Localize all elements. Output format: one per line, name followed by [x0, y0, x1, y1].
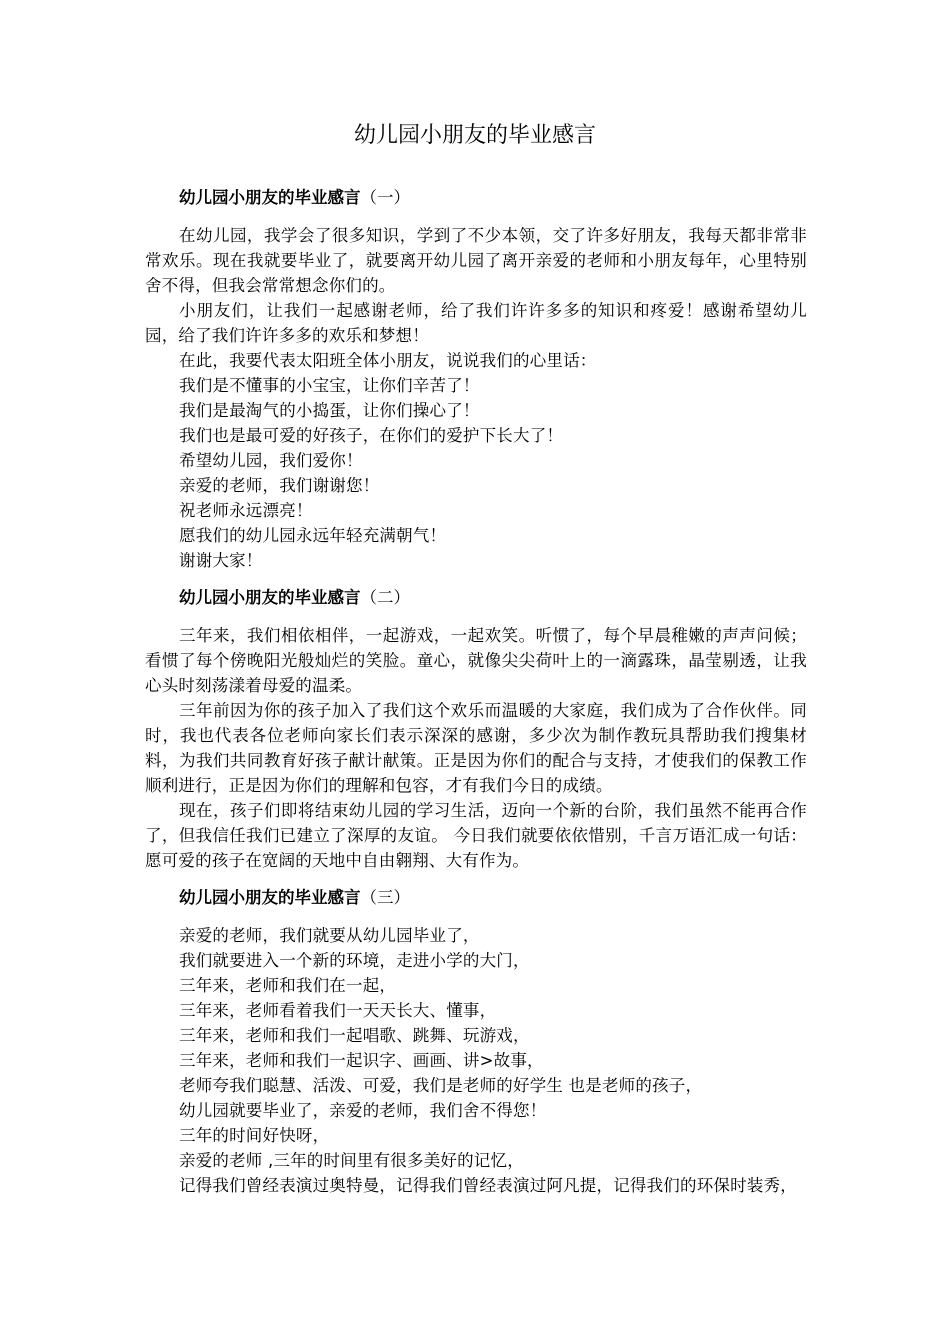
section-heading — [145, 185, 807, 210]
paragraph: 三年来，老师和我们一起唱歌、跳舞、玩游戏， — [179, 1026, 530, 1045]
section-2 — [145, 585, 807, 873]
section-heading-text: 幼儿园小朋友的毕业感言 — [179, 188, 361, 207]
section-heading-number: （二） — [360, 588, 410, 607]
paragraph: 老师夸我们聪慧、活泼、可爱，我们是老师的好学生 也是老师的孩子， — [179, 1076, 703, 1095]
paragraph: 三年来，老师和我们在一起， — [179, 976, 397, 995]
section-heading-number: （三） — [360, 888, 410, 907]
section-1 — [145, 185, 807, 573]
paragraph: 三年前因为你的孩子加入了我们这个欢乐而温暖的大家庭，我们成为了合作伙伴。同时，我也代表各位老师向家长们表示深深的感谢，多少次为制作教玩具帮助我们搜集材料，为我们共同教育好孩子献计献策。正是因为你们的配合与支持，才使我们的保教工作顺利进行，正是因为你们的理解和包容，才有我们今日的成绩。 — [145, 701, 807, 795]
document-body — [145, 185, 807, 1210]
paragraph: 我们就要进入一个新的环境，走进小学的大门， — [179, 951, 530, 970]
section-heading-text: 幼儿园小朋友的毕业感言 — [179, 588, 361, 607]
paragraph: 三年来，老师和我们一起识字、画画、讲>故事， — [179, 1051, 544, 1070]
paragraph: 三年来，老师看着我们一天天长大、懂事， — [179, 1001, 497, 1020]
paragraph: 亲爱的老师 ,三年的时间里有很多美好的记忆， — [179, 1151, 524, 1170]
paragraph: 我们是不懂事的小宝宝，让你们辛苦了！ — [179, 376, 480, 395]
paragraph: 祝老师永远漂亮！ — [179, 501, 313, 520]
paragraph: 幼儿园就要毕业了，亲爱的老师，我们舍不得您！ — [179, 1101, 547, 1120]
paragraph: 现在，孩子们即将结束幼儿园的学习生活，迈向一个新的台阶，我们虽然不能再合作了，但我信任我们已建立了深厚的友谊。 今日我们就要依依惜别，千言万语汇成一句话：愿可爱的孩子在宽阔的天地中自由翱翔、大有作为。 — [145, 801, 807, 870]
paragraph: 希望幼儿园，我们爱你！ — [179, 451, 363, 470]
section-3 — [145, 885, 807, 1198]
section-heading — [145, 885, 807, 910]
paragraph: 愿我们的幼儿园永远年轻充满朝气！ — [179, 526, 447, 545]
section-heading — [145, 585, 807, 610]
paragraph: 小朋友们，让我们一起感谢老师，给了我们许许多多的知识和疼爱！感谢希望幼儿园，给了我们许许多多的欢乐和梦想！ — [145, 301, 807, 345]
section-heading-number: （一） — [360, 188, 410, 207]
paragraph: 我们也是最可爱的好孩子，在你们的爱护下长大了！ — [179, 426, 564, 445]
paragraph: 亲爱的老师，我们谢谢您！ — [179, 476, 380, 495]
paragraph: 记得我们曾经表演过奥特曼，记得我们曾经表演过阿凡提，记得我们的环保时装秀， — [179, 1176, 797, 1195]
section-heading-text: 幼儿园小朋友的毕业感言 — [179, 888, 361, 907]
paragraph: 我们是最淘气的小捣蛋，让你们操心了！ — [179, 401, 480, 420]
paragraph: 在幼儿园，我学会了很多知识，学到了不少本领，交了许多好朋友，我每天都非常非常欢乐。现在我就要毕业了，就要离开幼儿园了离开亲爱的老师和小朋友每年，心里特别舍不得，但我会常常想念你们的。 — [145, 226, 807, 295]
document-title: 幼儿园小朋友的毕业感言 — [353, 123, 596, 148]
paragraph: 三年的时间好快呀， — [179, 1126, 330, 1145]
paragraph: 在此，我要代表太阳班全体小朋友，说说我们的心里话： — [179, 351, 597, 370]
paragraph: 三年来，我们相依相伴，一起游戏，一起欢笑。听惯了，每个早晨稚嫩的声声问候；看惯了每个傍晚阳光般灿烂的笑脸。童心，就像尖尖荷叶上的一滴露珠，晶莹剔透，让我心头时刻荡漾着母爱的温柔。 — [145, 626, 807, 695]
paragraph: 谢谢大家！ — [179, 551, 263, 570]
paragraph: 亲爱的老师，我们就要从幼儿园毕业了， — [179, 926, 480, 945]
